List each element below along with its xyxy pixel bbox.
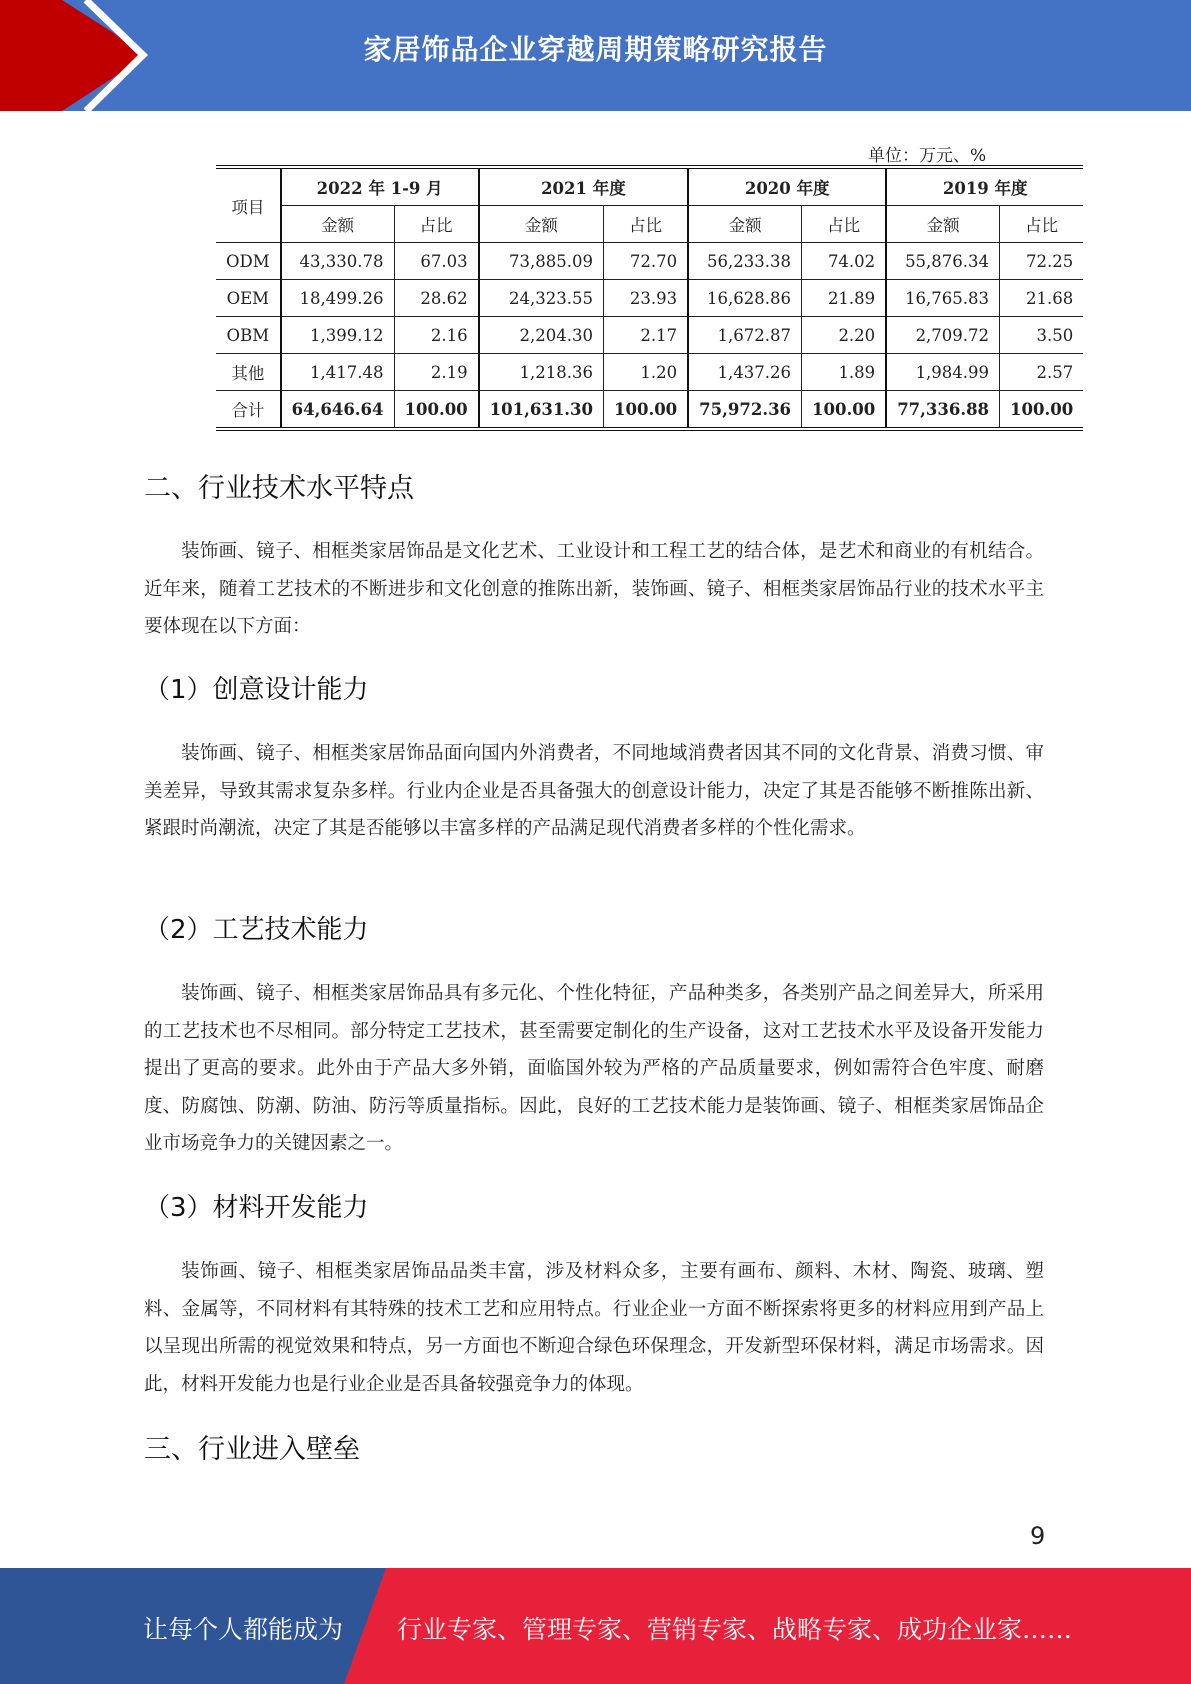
page-number: 9: [1030, 1522, 1046, 1550]
table-cell: 28.62: [394, 280, 479, 317]
table-unit-label: 单位：万元、%: [868, 146, 987, 166]
subsection-heading: （1）创意设计能力: [144, 675, 369, 705]
row-label: 其他: [216, 354, 281, 391]
table-row: [216, 280, 1083, 317]
table-row: [216, 317, 1083, 354]
table-total-row: [216, 391, 1083, 430]
year-header: 2021 年度: [479, 167, 689, 206]
year-header: 2022 年 1-9 月: [281, 167, 479, 206]
ratio-header: 占比: [1000, 206, 1084, 243]
table-cell: 100.00: [394, 391, 479, 430]
row-header: 项目: [216, 167, 281, 243]
table-cell: 2.20: [802, 317, 887, 354]
table-cell: 1.20: [604, 354, 689, 391]
table-cell: 1,417.48: [281, 354, 394, 391]
table-subheader-row: [216, 206, 1083, 243]
table-cell: 24,323.55: [479, 280, 604, 317]
section-heading: 三、行业进入壁垒: [144, 1434, 360, 1465]
table-cell: 56,233.38: [688, 243, 801, 280]
table-cell: 55,876.34: [886, 243, 999, 280]
row-label: 合计: [216, 391, 281, 430]
footer-slogan-right: 行业专家、管理专家、营销专家、战略专家、成功企业家……: [397, 1615, 1073, 1644]
amount-header: 金额: [479, 206, 604, 243]
year-header: 2019 年度: [886, 167, 1083, 206]
table-cell: 64,646.64: [281, 391, 394, 430]
table-cell: 16,628.86: [688, 280, 801, 317]
table-cell: 23.93: [604, 280, 689, 317]
table-cell: 72.25: [1000, 243, 1084, 280]
table-cell: 77,336.88: [886, 391, 999, 430]
page-header: [0, 0, 1191, 111]
row-label: OEM: [216, 280, 281, 317]
table-cell: 21.89: [802, 280, 887, 317]
table-cell: 1,672.87: [688, 317, 801, 354]
table-cell: 2.17: [604, 317, 689, 354]
section-paragraph: 装饰画、镜子、相框类家居饰品是文化艺术、工业设计和工程工艺的结合体，是艺术和商业的有机结合。近年来，随着工艺技术的不断进步和文化创意的推陈出新，装饰画、镜子、相框类家居饰品行业的技术水平主要体现在以下方面：: [144, 541, 1044, 637]
subsection-paragraph: 装饰画、镜子、相框类家居饰品品类丰富，涉及材料众多，主要有画布、颜料、木材、陶瓷、玻璃、塑料、金属等，不同材料有其特殊的技术工艺和应用特点。行业企业一方面不断探索将更多的材料应用到产品上以呈现出所需的视觉效果和特点，另一方面也不断迎合绿色环保理念，开发新型环保材料，满足市场需求。因此，材料开发能力也是行业企业是否具备较强竞争力的体现。: [144, 1261, 1044, 1395]
table-cell: 3.50: [1000, 317, 1084, 354]
table-cell: 101,631.30: [479, 391, 604, 430]
section-heading: 二、行业技术水平特点: [144, 473, 414, 504]
report-title: 家居饰品企业穿越周期策略研究报告: [363, 33, 828, 66]
table-cell: 75,972.36: [688, 391, 801, 430]
table-cell: 74.02: [802, 243, 887, 280]
ratio-header: 占比: [394, 206, 479, 243]
table-cell: 100.00: [604, 391, 689, 430]
table-cell: 43,330.78: [281, 243, 394, 280]
row-label: OBM: [216, 317, 281, 354]
table-cell: 1,218.36: [479, 354, 604, 391]
table-cell: 67.03: [394, 243, 479, 280]
table-cell: 18,499.26: [281, 280, 394, 317]
table-cell: 1,437.26: [688, 354, 801, 391]
table-cell: 2.19: [394, 354, 479, 391]
table-cell: 16,765.83: [886, 280, 999, 317]
table-cell: 1.89: [802, 354, 887, 391]
table-row: [216, 354, 1083, 391]
table-header-row: [216, 167, 1083, 206]
page-footer: [0, 1568, 1191, 1684]
table-cell: 72.70: [604, 243, 689, 280]
ratio-header: 占比: [604, 206, 689, 243]
amount-header: 金额: [886, 206, 999, 243]
table-cell: 21.68: [1000, 280, 1084, 317]
table-cell: 1,399.12: [281, 317, 394, 354]
row-label: ODM: [216, 243, 281, 280]
subsection-heading: （2）工艺技术能力: [144, 915, 369, 945]
table-cell: 1,984.99: [886, 354, 999, 391]
footer-slogan-left: 让每个人都能成为: [143, 1615, 344, 1644]
subsection-paragraph: 装饰画、镜子、相框类家居饰品具有多元化、个性化特征，产品种类多，各类别产品之间差异大，所采用的工艺技术也不尽相同。部分特定工艺技术，甚至需要定制化的生产设备，这对工艺技术水平及设备开发能力提出了更高的要求。此外由于产品大多外销，面临国外较为严格的产品质量要求，例如需符合色牢度、耐磨度、防腐蚀、防潮、防油、防污等质量指标。因此，良好的工艺技术能力是装饰画、镜子、相框类家居饰品企业市场竞争力的关键因素之一。: [144, 983, 1044, 1154]
table-cell: 2.16: [394, 317, 479, 354]
table-cell: 73,885.09: [479, 243, 604, 280]
table-row: [216, 243, 1083, 280]
table-cell: 2,709.72: [886, 317, 999, 354]
amount-header: 金额: [688, 206, 801, 243]
revenue-table: [216, 165, 1083, 431]
amount-header: 金额: [281, 206, 394, 243]
ratio-header: 占比: [802, 206, 887, 243]
table-cell: 100.00: [802, 391, 887, 430]
table-cell: 100.00: [1000, 391, 1084, 430]
table-cell: 2,204.30: [479, 317, 604, 354]
year-header: 2020 年度: [688, 167, 886, 206]
table-cell: 2.57: [1000, 354, 1084, 391]
subsection-heading: （3）材料开发能力: [144, 1193, 369, 1223]
subsection-paragraph: 装饰画、镜子、相框类家居饰品面向国内外消费者，不同地域消费者因其不同的文化背景、消费习惯、审美差异，导致其需求复杂多样。行业内企业是否具备强大的创意设计能力，决定了其是否能够不断推陈出新、紧跟时尚潮流，决定了其是否能够以丰富多样的产品满足现代消费者多样的个性化需求。: [144, 743, 1044, 839]
